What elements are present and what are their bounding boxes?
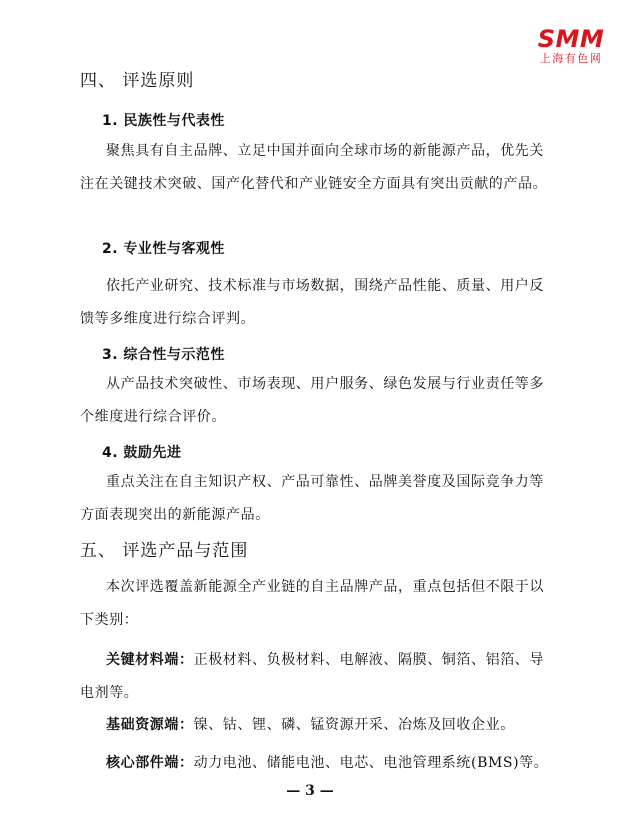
principle-2-title: 2. 专业性与客观性 [102, 241, 225, 257]
category-components-text: 动力电池、储能电池、电芯、电池管理系统(BMS)等。 [193, 755, 549, 771]
section-4-heading: 四、 评选原则 [80, 71, 195, 91]
category-resources-label: 基础资源端： [106, 717, 194, 733]
logo-main-text: SMM [537, 25, 605, 53]
category-components-label: 核心部件端： [106, 755, 194, 771]
category-resources [80, 709, 550, 742]
principle-4-title: 4. 鼓励先进 [102, 445, 182, 461]
section-5-heading: 五、 评选产品与范围 [80, 541, 249, 561]
category-components [80, 747, 550, 780]
category-materials-label: 关键材料端： [106, 652, 194, 668]
smm-logo [531, 27, 611, 65]
principle-1-title: 1. 民族性与代表性 [102, 113, 225, 129]
principle-1-text: 聚焦具有自主品牌、立足中国并面向全球市场的新能源产品，优先关注在关键技术突破、国产化替代和产业链安全方面具有突出贡献的产品。 [80, 143, 548, 192]
section-5-intro: 本次评选覆盖新能源全产业链的自主品牌产品，重点包括但不限于以下类别： [80, 579, 544, 628]
category-materials [80, 644, 550, 710]
principle-4-text: 重点关注在自主知识产权、产品可靠性、品牌美誉度及国际竞争力等方面表现突出的新能源产品。 [80, 474, 544, 523]
page-number: — 3 — [286, 783, 334, 799]
principle-3-title: 3. 综合性与示范性 [102, 347, 225, 363]
principle-2-text: 依托产业研究、技术标准与市场数据，围绕产品性能、质量、用户反馈等多维度进行综合评判。 [80, 278, 544, 327]
category-resources-text: 镍、钴、锂、磷、锰资源开采、冶炼及回收企业。 [193, 717, 515, 733]
category-materials-text: 正极材料、负极材料、电解液、隔膜、铜箔、铝箔、导电剂等。 [80, 652, 545, 701]
principle-3-text: 从产品技术突破性、市场表现、用户服务、绿色发展与行业责任等多个维度进行综合评价。 [80, 376, 544, 425]
logo-sub-text: 上海有色网 [539, 52, 603, 65]
